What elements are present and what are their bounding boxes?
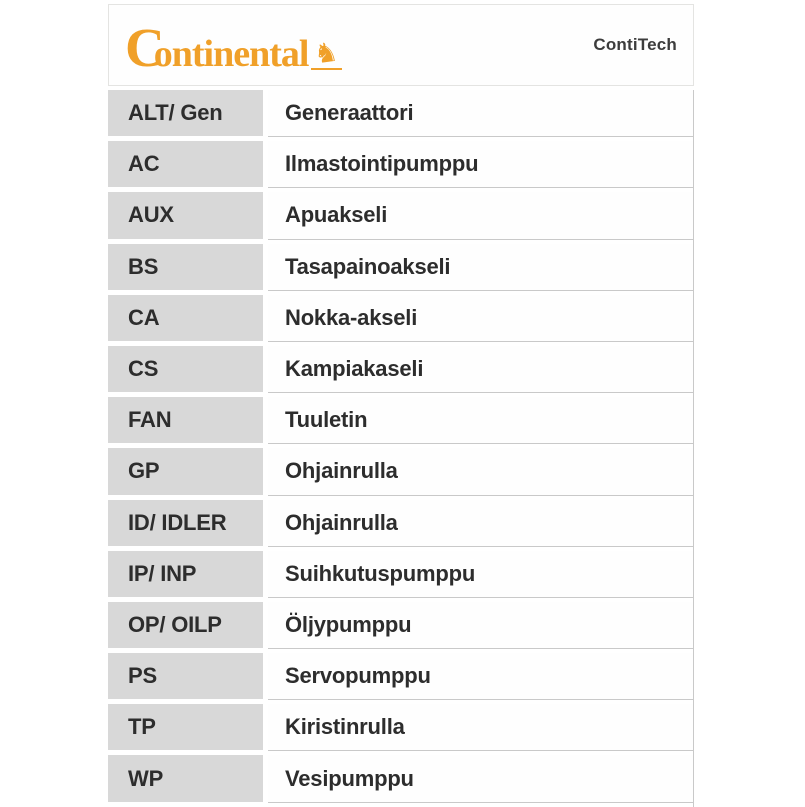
desc-label: Tasapainoakseli	[285, 253, 451, 279]
desc-label: Ohjainrulla	[285, 509, 398, 535]
table-row	[108, 602, 693, 653]
abbr-label: AC	[128, 151, 160, 177]
brand-header	[108, 4, 694, 86]
abbr-label: PS	[128, 663, 157, 689]
desc-label: Kampiakaseli	[285, 356, 424, 382]
desc-cell	[268, 500, 693, 547]
desc-label: Vesipumppu	[285, 765, 414, 791]
table-row	[108, 346, 693, 397]
abbr-label: OP/ OILP	[128, 611, 222, 637]
desc-label: Öljypumppu	[285, 611, 412, 637]
abbr-cell	[108, 295, 263, 341]
abbr-cell	[108, 141, 263, 187]
table-row	[108, 90, 693, 141]
table-row	[108, 653, 693, 704]
desc-cell	[268, 448, 693, 495]
desc-cell	[268, 192, 693, 239]
table-row	[108, 704, 693, 755]
abbr-label: FAN	[128, 407, 172, 433]
abbr-label: ALT/ Gen	[128, 100, 223, 126]
rearing-horse-icon: ♞	[312, 35, 341, 71]
table-row	[108, 141, 693, 192]
desc-cell	[268, 602, 693, 649]
abbr-label: BS	[128, 253, 159, 279]
abbr-cell	[108, 90, 263, 136]
desc-cell	[268, 755, 693, 802]
table-row	[108, 397, 693, 448]
abbr-label: IP/ INP	[128, 560, 197, 586]
abbr-cell	[108, 551, 263, 597]
abbr-label: CA	[128, 304, 160, 330]
abbr-label: CS	[128, 356, 159, 382]
table-row	[108, 755, 693, 806]
abbr-cell	[108, 244, 263, 290]
abbr-cell	[108, 192, 263, 238]
abbr-label: WP	[128, 765, 164, 791]
desc-label: Kiristinrulla	[285, 714, 405, 740]
abbr-cell	[108, 397, 263, 443]
table-row	[108, 244, 693, 295]
contitech-label: ContiTech	[593, 35, 677, 54]
desc-label: Ilmastointipumppu	[285, 151, 479, 177]
desc-cell	[268, 397, 693, 444]
logo-letter-c: C	[125, 16, 165, 78]
abbr-cell	[108, 602, 263, 648]
desc-cell	[268, 295, 693, 342]
desc-label: Tuuletin	[285, 407, 368, 433]
desc-label: Ohjainrulla	[285, 458, 398, 484]
desc-label: Nokka-akseli	[285, 304, 418, 330]
abbr-label: GP	[128, 458, 160, 484]
continental-logo	[125, 16, 342, 78]
desc-cell	[268, 244, 693, 291]
catalog-legend-page	[108, 4, 694, 807]
desc-cell	[268, 346, 693, 393]
table-row	[108, 295, 693, 346]
desc-cell	[268, 551, 693, 598]
desc-cell	[268, 90, 693, 137]
abbr-cell	[108, 500, 263, 546]
abbr-cell	[108, 653, 263, 699]
desc-label: Servopumppu	[285, 663, 431, 689]
desc-cell	[268, 704, 693, 751]
desc-label: Apuakseli	[285, 202, 388, 228]
desc-label: Suihkutuspumppu	[285, 560, 476, 586]
table-row	[108, 500, 693, 551]
abbr-cell	[108, 346, 263, 392]
logo-wordmark: ontinental	[153, 32, 309, 75]
table-row	[108, 448, 693, 499]
table-row	[108, 192, 693, 243]
desc-label: Generaattori	[285, 100, 414, 126]
abbr-label: ID/ IDLER	[128, 509, 227, 535]
abbr-cell	[108, 448, 263, 494]
table-row	[108, 551, 693, 602]
abbr-label: TP	[128, 714, 156, 740]
desc-cell	[268, 141, 693, 188]
desc-cell	[268, 653, 693, 700]
abbr-cell	[108, 755, 263, 801]
abbr-label: AUX	[128, 202, 174, 228]
abbr-cell	[108, 704, 263, 750]
abbr-table	[108, 90, 694, 807]
